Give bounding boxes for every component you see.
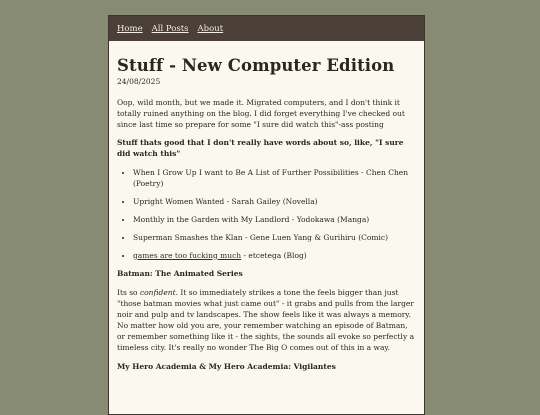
section-heading-mha: My Hero Academia & My Hero Academia: Vigilantes (117, 361, 336, 371)
list-item (133, 251, 416, 262)
list-item: • When I Grow Up I want to Be A List of Further Possibilities - Chen Chen (Poetry) (133, 168, 416, 190)
blog-link[interactable]: games are too fucking much (133, 250, 242, 260)
post-content (109, 41, 424, 372)
page-container (108, 15, 425, 415)
intro-paragraph: Oop, wild month, but we made it. Migrated computers, and I don't think it totally ruined anything on the blog. I did forget everything I've checked out since last time so prepare for some "I sure did watch this"-ass posting (117, 97, 405, 129)
list-item: • Upright Women Wanted - Sarah Gailey (Novella) (133, 197, 416, 208)
nav-home-link[interactable]: Home (117, 23, 143, 34)
batman-text-start: Its so (117, 288, 140, 298)
post-date: 24/08/2025 (117, 76, 161, 86)
batman-text-rest: . It so immediately strikes a tone the feels bigger than just "those batman movies what just came out" - it grabs and pulls from the larger noir and pulp and tv landscapes. The show feels like it was always a memory. No matter how old you are, your remember watching an episode of Batman, or remember something like it - the sights, the sounds all evoke so perfectly a timeless city. It's really no wonder The Big O comes out of this in a way. (117, 288, 415, 352)
batman-emphasis: confident (139, 288, 176, 298)
nav-all-posts-link[interactable]: All Posts (151, 23, 189, 34)
batman-paragraph (117, 288, 416, 353)
list-item: • Monthly in the Garden with My Landlord - Yodokawa (Manga) (133, 215, 416, 226)
post-title: Stuff - New Computer Edition (117, 56, 395, 75)
section-heading-batman: Batman: The Animated Series (117, 269, 243, 279)
section-heading-stuff: Stuff thats good that I don't really have words about so, like, "I sure did watch this" (117, 138, 404, 159)
list-item-suffix: - etcetega (Blog) (241, 250, 307, 260)
nav-bar (109, 16, 424, 41)
list-item: • Superman Smashes the Klan - Gene Luen Yang & Gurihiru (Comic) (133, 233, 416, 244)
stuff-list (117, 168, 416, 261)
nav-about-link[interactable]: About (197, 23, 224, 34)
